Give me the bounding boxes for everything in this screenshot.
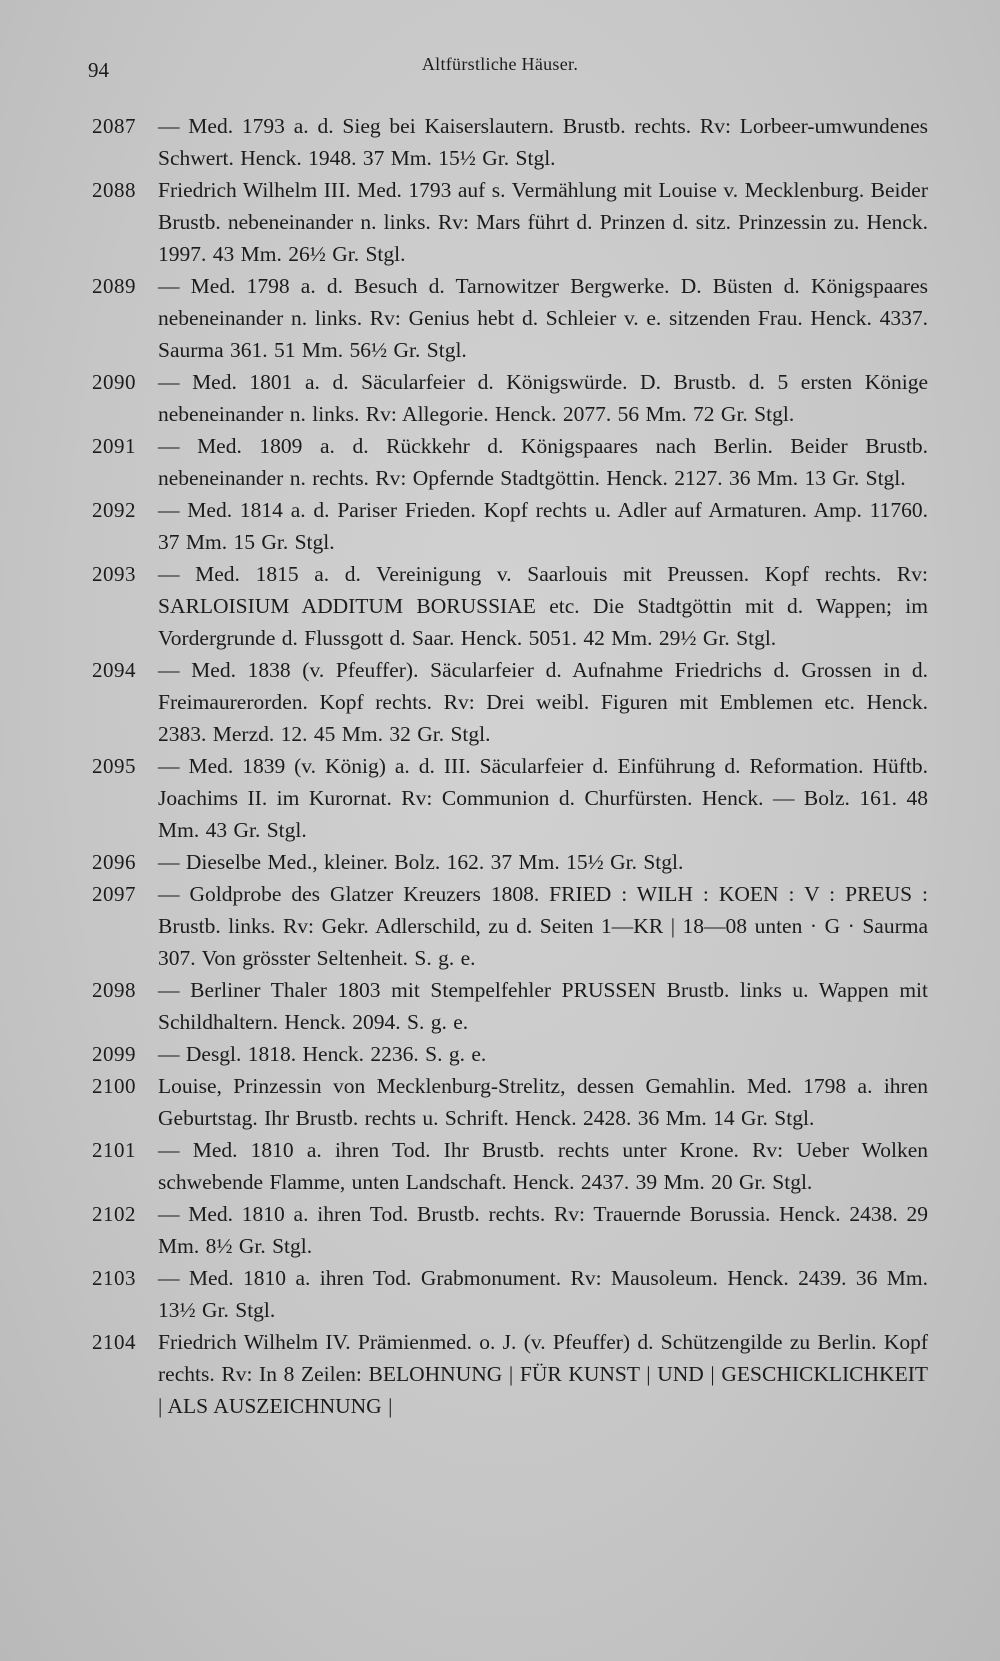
- entry-number: 2092: [92, 498, 136, 522]
- entry-text: Friedrich Wilhelm IV. Prämienmed. o. J. (v. Pfeuffer) d. Schützengilde zu Berlin. Kopf rechts. Rv: In 8 Zeilen: BELOHNUNG | FÜR KUNST | UND | GESCHICKLICHKEIT | ALS AUSZEICHNUNG |: [158, 1330, 928, 1418]
- catalog-entry: [92, 1198, 928, 1262]
- catalog-entry: [92, 174, 928, 270]
- catalog-entry: [92, 974, 928, 1038]
- entry-number: 2094: [92, 658, 136, 682]
- entry-text: — Goldprobe des Glatzer Kreuzers 1808. FRIED : WILH : KOEN : V : PREUS : Brustb. links. Rv: Gekr. Adlerschild, zu d. Seiten 1—KR | 18—08 unten · G · Saurma 307. Von grösster Seltenheit. S. g. e.: [158, 882, 928, 970]
- entry-text: — Med. 1809 a. d. Rückkehr d. Königspaares nach Berlin. Beider Brustb. nebeneinander n. rechts. Rv: Opfernde Stadtgöttin. Henck. 2127. 36 Mm. 13 Gr. Stgl.: [158, 434, 928, 490]
- catalog-entry: [92, 750, 928, 846]
- catalog-entry: [92, 558, 928, 654]
- entry-number: 2090: [92, 370, 136, 394]
- entry-text: Friedrich Wilhelm III. Med. 1793 auf s. Vermählung mit Louise v. Mecklenburg. Beider Brustb. nebeneinander n. links. Rv: Mars führt d. Prinzen d. sitz. Prinzessin zu. Henck. 1997. 43 Mm. 26½ Gr. Stgl.: [158, 178, 928, 266]
- entry-text: — Med. 1814 a. d. Pariser Frieden. Kopf rechts u. Adler auf Armaturen. Amp. 11760. 37 Mm. 15 Gr. Stgl.: [158, 498, 928, 554]
- entry-number: 2087: [92, 114, 136, 138]
- catalog-entry: [92, 366, 928, 430]
- entry-text: — Med. 1810 a. ihren Tod. Brustb. rechts. Rv: Trauernde Borussia. Henck. 2438. 29 Mm. 8½ Gr. Stgl.: [158, 1202, 928, 1258]
- entry-number: 2102: [92, 1202, 136, 1226]
- running-head: Altfürstliche Häuser.: [421, 54, 579, 74]
- entry-number: 2097: [92, 882, 136, 906]
- entry-text: Louise, Prinzessin von Mecklenburg-Strelitz, dessen Gemahlin. Med. 1798 a. ihren Geburtstag. Ihr Brustb. rechts u. Schrift. Henck. 2428. 36 Mm. 14 Gr. Stgl.: [158, 1074, 928, 1130]
- entry-text: — Med. 1793 a. d. Sieg bei Kaiserslautern. Brustb. rechts. Rv: Lorbeer-umwundenes Schwert. Henck. 1948. 37 Mm. 15½ Gr. Stgl.: [158, 114, 928, 170]
- entry-number: 2101: [92, 1138, 136, 1162]
- entry-number: 2099: [92, 1042, 136, 1066]
- entry-text: — Dieselbe Med., kleiner. Bolz. 162. 37 Mm. 15½ Gr. Stgl.: [158, 850, 684, 874]
- catalog-entry: [92, 1038, 928, 1070]
- entry-text: — Med. 1798 a. d. Besuch d. Tarnowitzer Bergwerke. D. Büsten d. Königspaares nebeneinander n. links. Rv: Genius hebt d. Schleier v. e. sitzenden Frau. Henck. 4337. Saurma 361. 51 Mm. 56½ Gr. Stgl.: [158, 274, 928, 362]
- entry-text: — Med. 1815 a. d. Vereinigung v. Saarlouis mit Preussen. Kopf rechts. Rv: SARLOISIUM ADDITUM BORUSSIAE etc. Die Stadtgöttin mit d. Wappen; im Vordergrunde d. Flussgott d. Saar. Henck. 5051. 42 Mm. 29½ Gr. Stgl.: [158, 562, 928, 650]
- entry-number: 2103: [92, 1266, 136, 1290]
- entry-text: — Med. 1801 a. d. Säcularfeier d. Königswürde. D. Brustb. d. 5 ersten Könige nebeneinander n. links. Rv: Allegorie. Henck. 2077. 56 Mm. 72 Gr. Stgl.: [158, 370, 928, 426]
- catalog-entry: [92, 430, 928, 494]
- catalog-entry: [92, 110, 928, 174]
- entry-number: 2104: [92, 1330, 136, 1354]
- catalog-entry: [92, 1134, 928, 1198]
- entry-text: — Med. 1810 a. ihren Tod. Grabmonument. Rv: Mausoleum. Henck. 2439. 36 Mm. 13½ Gr. Stgl.: [158, 1266, 928, 1322]
- catalog-entry: [92, 654, 928, 750]
- catalog-entry: [92, 846, 928, 878]
- entry-number: 2098: [92, 978, 136, 1002]
- entry-text: — Med. 1810 a. ihren Tod. Ihr Brustb. rechts unter Krone. Rv: Ueber Wolken schwebende Flamme, unten Landschaft. Henck. 2437. 39 Mm. 20 Gr. Stgl.: [158, 1138, 928, 1194]
- catalog-entry: [92, 494, 928, 558]
- catalog-entry: [92, 878, 928, 974]
- entry-number: 2096: [92, 850, 136, 874]
- catalog-entry: [92, 1070, 928, 1134]
- entry-text: — Med. 1838 (v. Pfeuffer). Säcularfeier d. Aufnahme Friedrichs d. Grossen in d. Freimaurerorden. Kopf rechts. Rv: Drei weibl. Figuren mit Emblemen etc. Henck. 2383. Merzd. 12. 45 Mm. 32 Gr. Stgl.: [158, 658, 928, 746]
- entry-text: — Berliner Thaler 1803 mit Stempelfehler PRUSSEN Brustb. links u. Wappen mit Schildhaltern. Henck. 2094. S. g. e.: [158, 978, 928, 1034]
- catalog-entry: [92, 1262, 928, 1326]
- entry-text: — Desgl. 1818. Henck. 2236. S. g. e.: [158, 1042, 487, 1066]
- entry-number: 2088: [92, 178, 136, 202]
- entry-number: 2089: [92, 274, 136, 298]
- catalog-entries: [92, 110, 928, 1422]
- catalog-entry: [92, 1326, 928, 1422]
- entry-number: 2093: [92, 562, 136, 586]
- entry-text: — Med. 1839 (v. König) a. d. III. Säcularfeier d. Einführung d. Reformation. Hüftb. Joachims II. im Kurornat. Rv: Communion d. Churfürsten. Henck. — Bolz. 161. 48 Mm. 43 Gr. Stgl.: [158, 754, 928, 842]
- entry-number: 2100: [92, 1074, 136, 1098]
- catalog-entry: [92, 270, 928, 366]
- page-number: 94: [88, 58, 109, 82]
- entry-number: 2091: [92, 434, 136, 458]
- entry-number: 2095: [92, 754, 136, 778]
